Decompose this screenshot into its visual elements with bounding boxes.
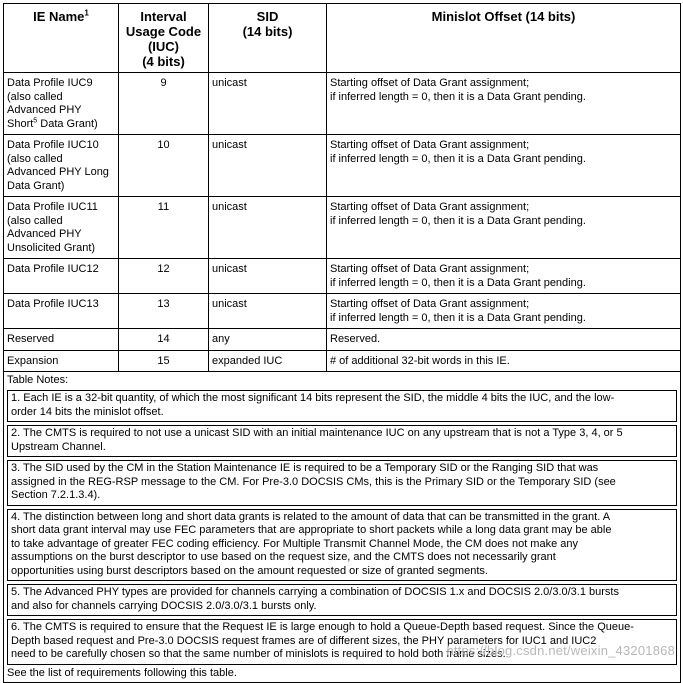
table-row [4, 259, 681, 294]
iuc-cell: 11 [119, 197, 209, 259]
sid-cell: unicast [209, 135, 327, 197]
note-item: 2. The CMTS is required to not use a unicast SID with an initial maintenance IUC on any upstream that is not a Type 3, 4, or 5 Upstream Channel. [7, 425, 677, 457]
ie-name-cell: Reserved [4, 329, 119, 351]
offset-cell: Starting offset of Data Grant assignment; if inferred length = 0, then it is a Data Grant pending. [327, 259, 681, 294]
notes-title: Table Notes: [7, 374, 69, 386]
sid-cell: unicast [209, 197, 327, 259]
note-item: 5. The Advanced PHY types are provided for channels carrying a combination of DOCSIS 1.x and DOCSIS 2.0/3.0/3.1 bursts and also for channels carrying DOCSIS 2.0/3.0/3.1 bursts only. [7, 584, 677, 616]
ie-name-cell: Data Profile IUC11 (also called Advanced PHY Unsolicited Grant) [4, 197, 119, 259]
notes-tail: See the list of requirements following this table. [7, 666, 237, 679]
offset-cell: Starting offset of Data Grant assignment; if inferred length = 0, then it is a Data Grant pending. [327, 294, 681, 329]
iuc-cell: 12 [119, 259, 209, 294]
ie-table-container [3, 3, 680, 683]
ie-name-cell: Expansion [4, 350, 119, 372]
table-row [4, 350, 681, 372]
iuc-cell: 10 [119, 135, 209, 197]
ie-name-cell: Data Profile IUC10 (also called Advanced PHY Long Data Grant) [4, 135, 119, 197]
note-item: 6. The CMTS is required to ensure that the Request IE is large enough to hold a Queue-Depth based request. Since the Queue- Depth based request and Pre-3.0 DOCSIS request frames are of different sizes, the PHY parameters for IUC1 and IUC2 need to be carefully chosen so that the same number of minislots is required to hold both frame sizes. [7, 619, 677, 665]
header-ie-name: IE Name$^1$ [4, 4, 119, 73]
sid-cell: unicast [209, 294, 327, 329]
table-row [4, 197, 681, 259]
header-iuc: Interval Usage Code (IUC) (4 bits) [119, 4, 209, 73]
iuc-cell: 15 [119, 350, 209, 372]
header-offset: Minislot Offset (14 bits) [327, 4, 681, 73]
note-item: 1. Each IE is a 32-bit quantity, of which the most significant 14 bits represent the SID, the middle 4 bits the IUC, and the low- order 14 bits the minislot offset. [7, 390, 677, 422]
header-row [4, 4, 681, 73]
ie-table [3, 3, 681, 683]
table-notes [4, 372, 681, 683]
note-item: 4. The distinction between long and short data grants is related to the amount of data that can be transmitted in the grant. A short data grant interval may use FEC parameters that are appropriate to short packets while a long data grant may be able to take advantage of greater FEC coding efficiency. For Multiple Transmit Channel Mode, the CM does not make any assumptions on the burst descriptor to use based on the request size, and the CMTS does not necessarily grant opportunities using burst descriptors based on the amount requested or size of granted segments. [7, 509, 677, 582]
offset-cell: Starting offset of Data Grant assignment; if inferred length = 0, then it is a Data Grant pending. [327, 135, 681, 197]
offset-cell: Starting offset of Data Grant assignment; if inferred length = 0, then it is a Data Grant pending. [327, 197, 681, 259]
header-sid: SID (14 bits) [209, 4, 327, 73]
table-row [4, 329, 681, 351]
iuc-cell: 9 [119, 73, 209, 135]
sid-cell: expanded IUC [209, 350, 327, 372]
ie-name-cell: Data Profile IUC9 (also called Advanced PHY Short$^5$ Data Grant) [4, 73, 119, 135]
offset-cell: Reserved. [327, 329, 681, 351]
ie-name-cell: Data Profile IUC12 [4, 259, 119, 294]
offset-cell: # of additional 32-bit words in this IE. [327, 350, 681, 372]
table-row [4, 73, 681, 135]
sid-cell: unicast [209, 73, 327, 135]
iuc-cell: 14 [119, 329, 209, 351]
offset-cell: Starting offset of Data Grant assignment; if inferred length = 0, then it is a Data Grant pending. [327, 73, 681, 135]
note-item: 3. The SID used by the CM in the Station Maintenance IE is required to be a Temporary SID or the Ranging SID that was assigned in the REG-RSP message to the CM. For Pre-3.0 DOCSIS CMs, this is the Primary SID or the Temporary SID (see Section 7.2.1.3.4). [7, 460, 677, 506]
ie-name-cell: Data Profile IUC13 [4, 294, 119, 329]
notes-row [4, 372, 681, 683]
table-row [4, 294, 681, 329]
sid-cell: unicast [209, 259, 327, 294]
watermark: https://blog.csdn.net/weixin_43201868 [446, 643, 675, 658]
iuc-cell: 13 [119, 294, 209, 329]
sid-cell: any [209, 329, 327, 351]
table-row [4, 135, 681, 197]
